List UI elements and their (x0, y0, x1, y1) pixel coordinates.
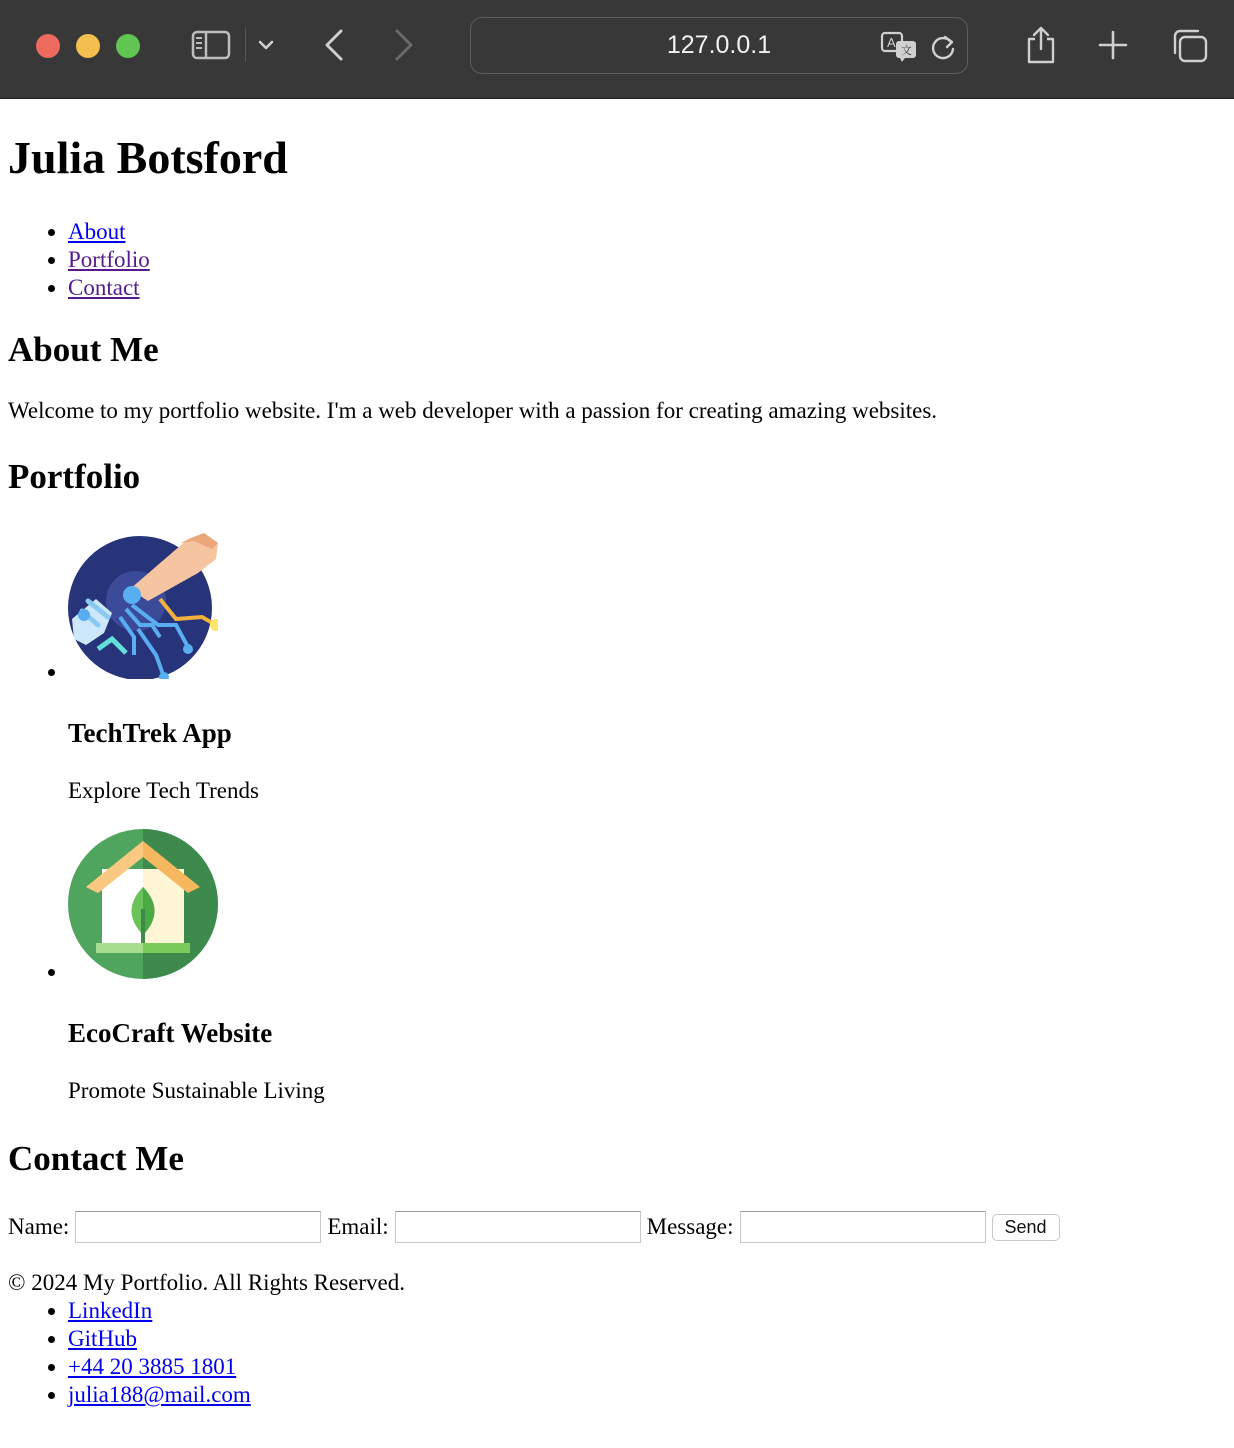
svg-text:文: 文 (901, 44, 912, 57)
url-text: 127.0.0.1 (666, 31, 772, 59)
sidebar-toggle-button[interactable] (188, 28, 234, 62)
portfolio-list (8, 529, 1226, 1105)
project-description: Explore Tech Trends (68, 778, 259, 804)
portfolio-item (68, 529, 1226, 805)
share-icon (1024, 25, 1058, 65)
nav-item-about (68, 218, 1226, 246)
reload-button[interactable] (928, 31, 958, 63)
nav-link-contact[interactable]: Contact (68, 274, 140, 300)
nav-link-about[interactable]: About (68, 218, 126, 244)
minimize-window-button[interactable] (76, 34, 100, 58)
social-item-email (68, 1381, 1226, 1409)
project-description: Promote Sustainable Living (68, 1078, 325, 1104)
translate-icon (880, 31, 920, 63)
plus-icon (1097, 29, 1129, 61)
social-links (8, 1297, 1226, 1409)
reload-icon (929, 33, 957, 61)
forward-arrow-icon (393, 28, 415, 62)
close-window-button[interactable] (36, 34, 60, 58)
message-input[interactable] (740, 1211, 986, 1243)
send-button[interactable]: Send (992, 1214, 1060, 1241)
svg-text:A: A (887, 35, 896, 50)
back-button[interactable] (318, 26, 350, 64)
social-item-linkedin (68, 1297, 1226, 1325)
social-item-github (68, 1325, 1226, 1353)
zoom-window-button[interactable] (116, 34, 140, 58)
tabs-icon (1170, 27, 1210, 65)
contact-form (8, 1211, 1226, 1243)
copyright-text: © 2024 My Portfolio. All Rights Reserved. (8, 1270, 405, 1296)
browser-toolbar (0, 0, 1234, 99)
site-title: Julia Botsford (8, 132, 288, 183)
main-nav (8, 218, 1226, 302)
sidebar-icon (191, 30, 231, 60)
toolbar-divider (245, 28, 246, 62)
email-link[interactable]: julia188@mail.com (68, 1382, 251, 1408)
contact-heading: Contact Me (8, 1139, 184, 1179)
about-text: Welcome to my portfolio website. I'm a web developer with a passion for creating amazing websites. (8, 397, 938, 423)
name-label: Name: (8, 1214, 70, 1240)
nav-item-contact (68, 274, 1226, 302)
new-tab-button[interactable] (1094, 26, 1132, 64)
translate-button[interactable] (880, 30, 920, 64)
share-button[interactable] (1022, 24, 1060, 66)
forward-button[interactable] (388, 26, 420, 64)
phone-link[interactable]: +44 20 3885 1801 (68, 1354, 237, 1380)
project-title: • TechTrek App (68, 718, 232, 749)
back-arrow-icon (323, 28, 345, 62)
social-item-phone (68, 1353, 1226, 1381)
tab-overview-button[interactable] (1168, 26, 1212, 66)
name-input[interactable] (75, 1211, 321, 1243)
project-title: • EcoCraft Website (68, 1018, 273, 1049)
page-content (8, 99, 1226, 1409)
message-label: Message: (646, 1214, 734, 1240)
about-heading: About Me (8, 329, 159, 369)
portfolio-item (68, 829, 1226, 1105)
chevron-down-icon (258, 39, 274, 51)
eco-house-leaf-icon (68, 829, 218, 979)
nav-item-portfolio (68, 246, 1226, 274)
tab-group-menu-button[interactable] (254, 32, 278, 58)
tech-circuit-hand-icon (68, 529, 218, 679)
github-link[interactable]: GitHub (68, 1326, 137, 1352)
portfolio-heading: Portfolio (8, 456, 141, 496)
email-label: Email: (327, 1214, 389, 1240)
email-input[interactable] (395, 1211, 641, 1243)
linkedin-link[interactable]: LinkedIn (68, 1298, 153, 1324)
nav-link-portfolio[interactable]: Portfolio (68, 246, 150, 272)
